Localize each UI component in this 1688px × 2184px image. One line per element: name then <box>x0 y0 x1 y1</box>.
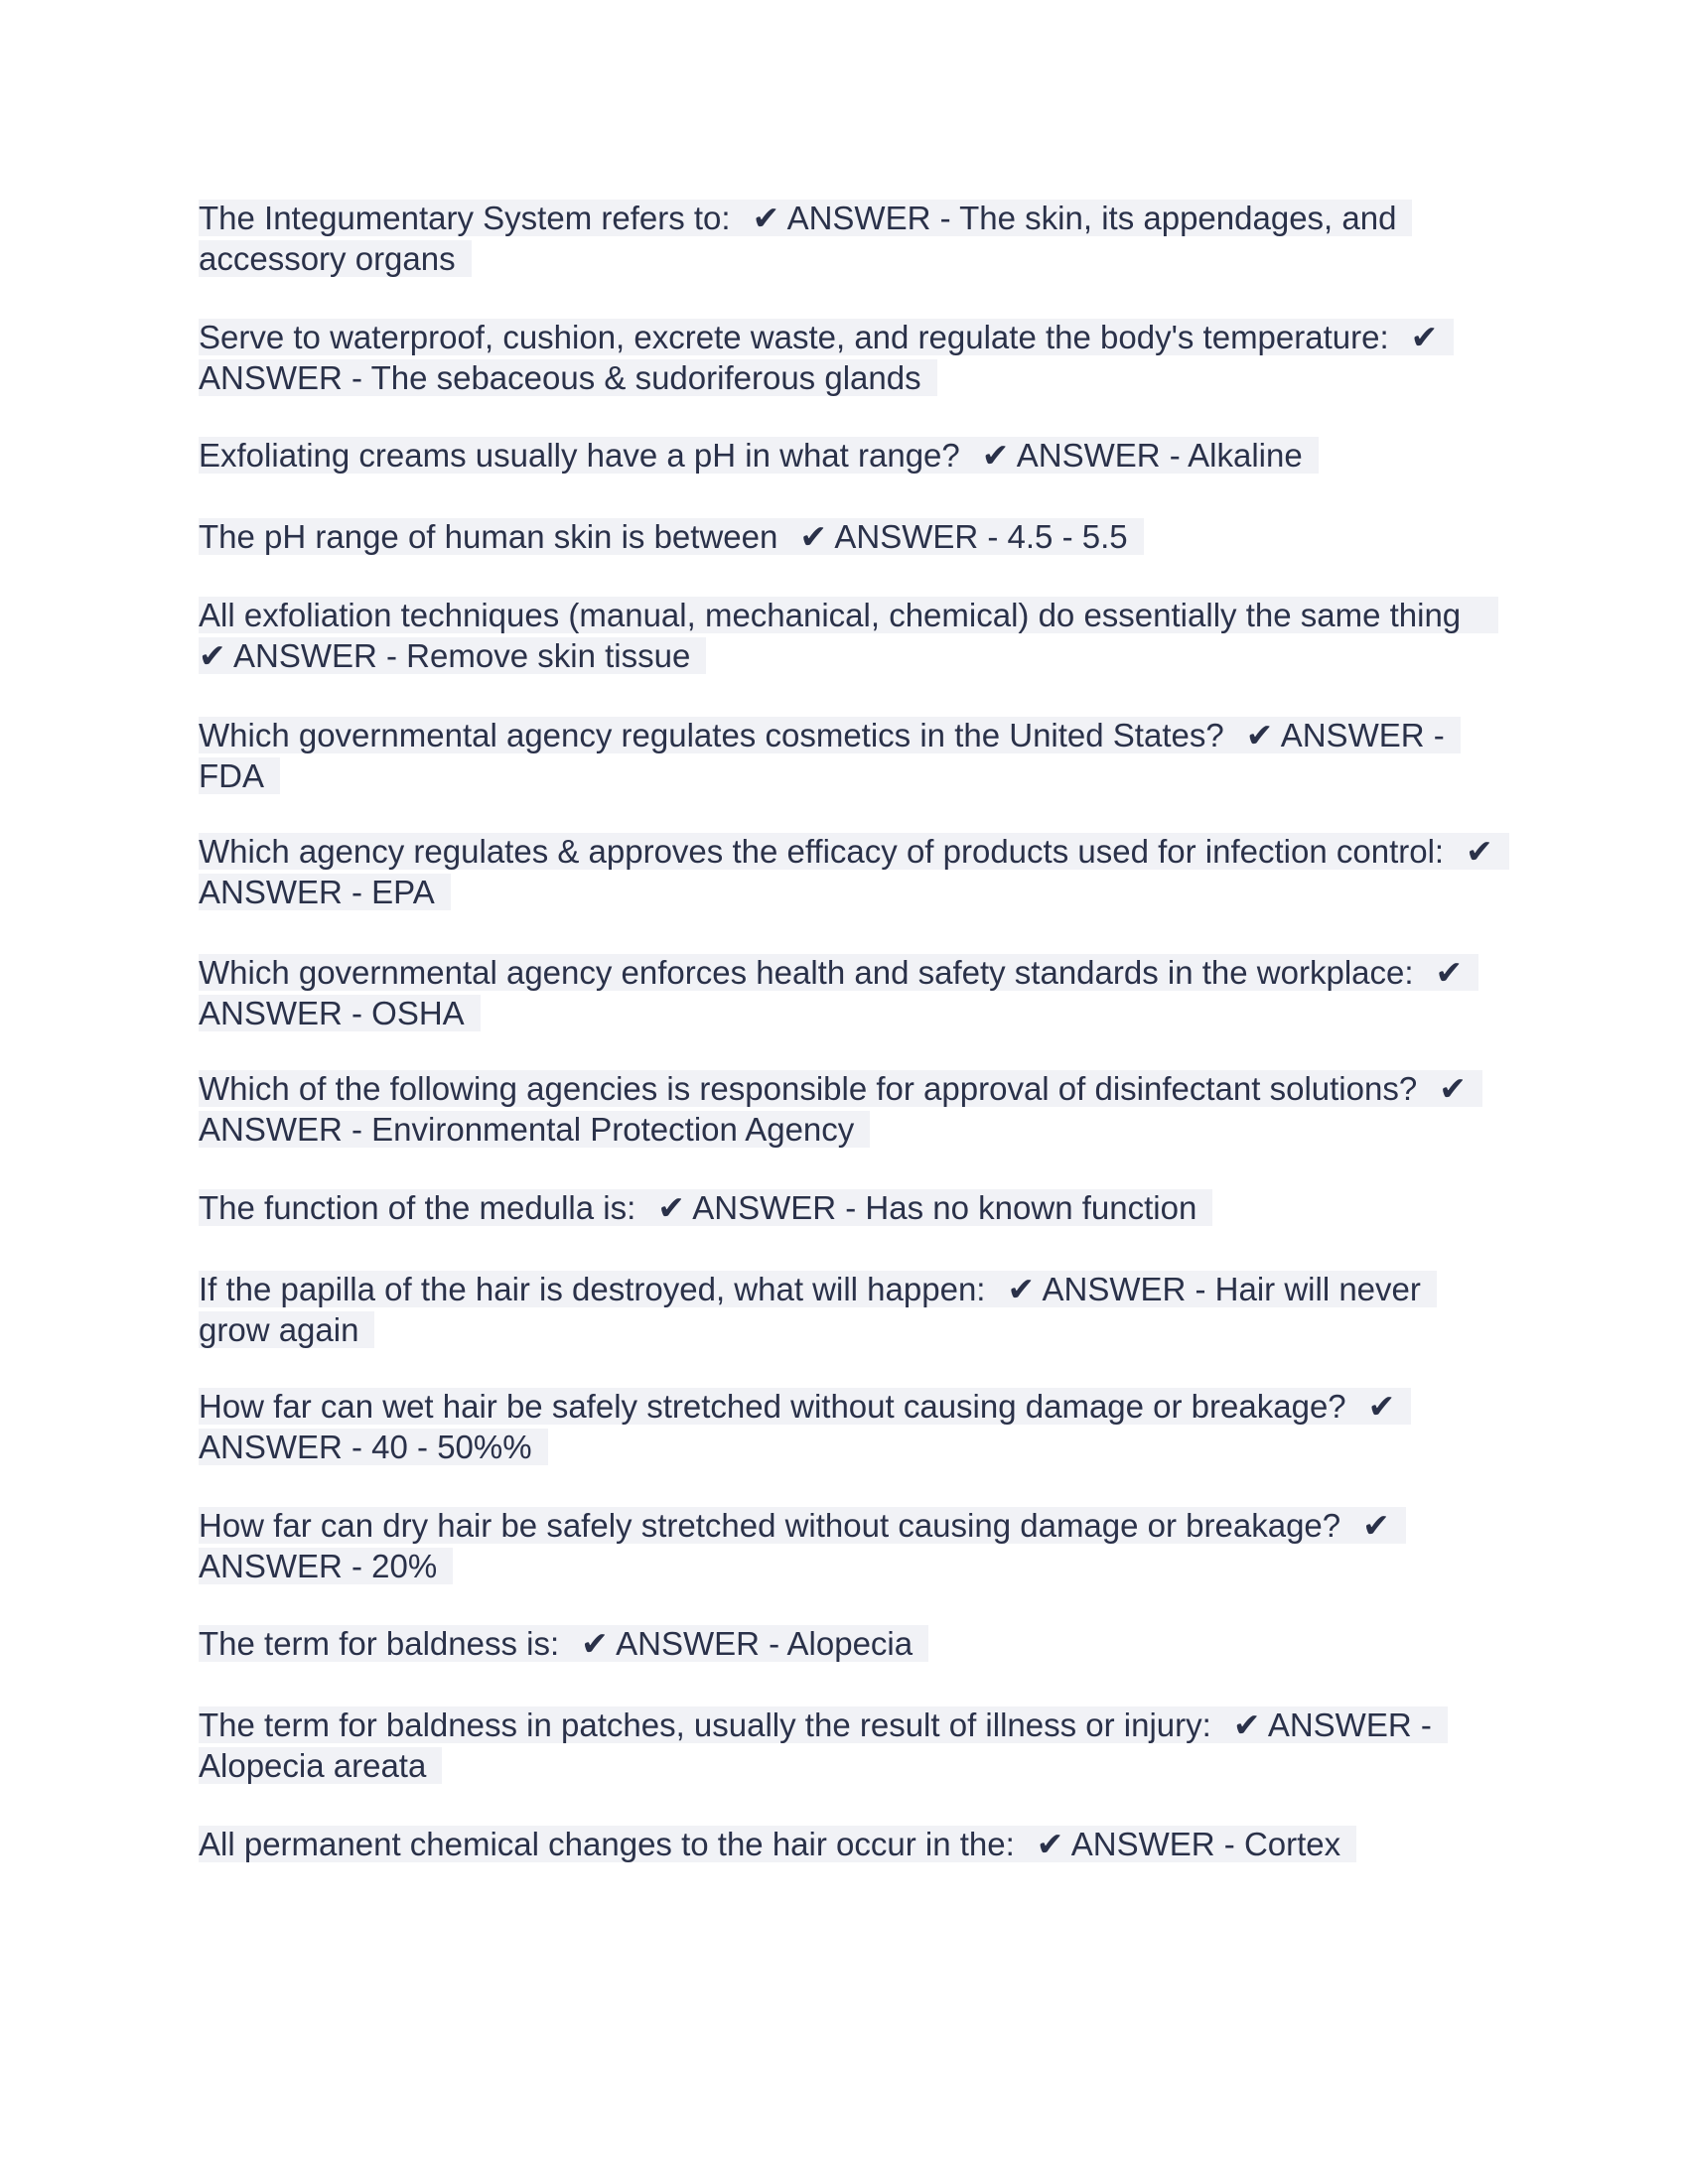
qa-item <box>199 198 1499 279</box>
qa-item <box>199 435 1499 476</box>
qa-item <box>199 715 1499 796</box>
checkmark-icon: ✔ <box>1466 833 1493 870</box>
qa-item <box>199 831 1499 912</box>
question-text: Which of the following agencies is responsible for approval of disinfectant solutions? <box>199 1070 1418 1107</box>
checkmark-icon: ✔ <box>1410 319 1439 355</box>
question-text: Which governmental agency enforces health and safety standards in the workplace: <box>199 954 1414 991</box>
qa-item <box>199 1187 1499 1228</box>
qa-item <box>199 1386 1499 1467</box>
question-text: Serve to waterproof, cushion, excrete waste, and regulate the body's temperature: <box>199 319 1389 355</box>
checkmark-icon: ✔ <box>1036 1826 1064 1862</box>
checkmark-icon: ✔ <box>981 437 1010 474</box>
answer-text: ANSWER - Alopecia <box>616 1625 914 1662</box>
answer-text: ANSWER - EPA <box>199 874 435 910</box>
answer-text: ANSWER - The sebaceous & sudoriferous glands <box>199 359 921 396</box>
checkmark-icon: ✔ <box>581 1625 609 1662</box>
checkmark-icon: ✔ <box>1245 717 1274 753</box>
checkmark-icon: ✔ <box>1232 1706 1261 1743</box>
checkmark-icon: ✔ <box>752 200 780 236</box>
answer-text: ANSWER - Remove skin tissue <box>233 637 691 674</box>
qa-item <box>199 1705 1499 1786</box>
qa-item <box>199 1505 1499 1586</box>
qa-item <box>199 516 1499 557</box>
question-text: How far can wet hair be safely stretched without causing damage or breakage? <box>199 1388 1346 1425</box>
qa-item <box>199 1824 1499 1864</box>
question-text: Which governmental agency regulates cosmetics in the United States? <box>199 717 1224 753</box>
answer-text: ANSWER - Alkaline <box>1016 437 1303 474</box>
qa-item <box>199 1068 1499 1150</box>
question-text: The term for baldness is: <box>199 1625 560 1662</box>
checkmark-icon: ✔ <box>657 1189 685 1226</box>
answer-text: ANSWER - OSHA <box>199 995 465 1031</box>
question-text: All permanent chemical changes to the hair occur in the: <box>199 1826 1015 1862</box>
question-text: All exfoliation techniques (manual, mechanical, chemical) do essentially the same thing <box>199 597 1462 633</box>
answer-text: ANSWER - 4.5 - 5.5 <box>834 518 1128 555</box>
checkmark-icon: ✔ <box>1439 1070 1467 1107</box>
answer-text: ANSWER - Has no known function <box>692 1189 1197 1226</box>
question-text: The pH range of human skin is between <box>199 518 778 555</box>
checkmark-icon: ✔ <box>1362 1507 1390 1544</box>
question-text: The function of the medulla is: <box>199 1189 636 1226</box>
question-text: The term for baldness in patches, usually the result of illness or injury: <box>199 1706 1211 1743</box>
question-text: If the papilla of the hair is destroyed, what will happen: <box>199 1271 986 1307</box>
answer-text: ANSWER - Cortex <box>1070 1826 1341 1862</box>
checkmark-icon: ✔ <box>199 637 226 674</box>
question-text: Exfoliating creams usually have a pH in what range? <box>199 437 960 474</box>
qa-item <box>199 317 1499 398</box>
qa-item <box>199 952 1499 1033</box>
checkmark-icon: ✔ <box>1435 954 1464 991</box>
answer-text: ANSWER - FDA <box>199 717 1445 794</box>
answer-text: ANSWER - Hair will never grow again <box>199 1271 1421 1348</box>
checkmark-icon: ✔ <box>1007 1271 1036 1307</box>
answer-text: ANSWER - 20% <box>199 1548 438 1584</box>
question-text: The Integumentary System refers to: <box>199 200 731 236</box>
qa-item <box>199 1269 1499 1350</box>
question-text: Which agency regulates & approves the efficacy of products used for infection control: <box>199 833 1445 870</box>
checkmark-icon: ✔ <box>1367 1388 1396 1425</box>
answer-text: ANSWER - Alopecia areata <box>199 1706 1432 1784</box>
answer-text: ANSWER - Environmental Protection Agency <box>199 1111 855 1148</box>
checkmark-icon: ✔ <box>799 518 827 555</box>
answer-text: ANSWER - 40 - 50%% <box>199 1429 532 1465</box>
qa-item <box>199 1623 1499 1664</box>
question-text: How far can dry hair be safely stretched without causing damage or breakage? <box>199 1507 1341 1544</box>
qa-item <box>199 595 1499 676</box>
answer-text: ANSWER - The skin, its appendages, and accessory organs <box>199 200 1397 277</box>
